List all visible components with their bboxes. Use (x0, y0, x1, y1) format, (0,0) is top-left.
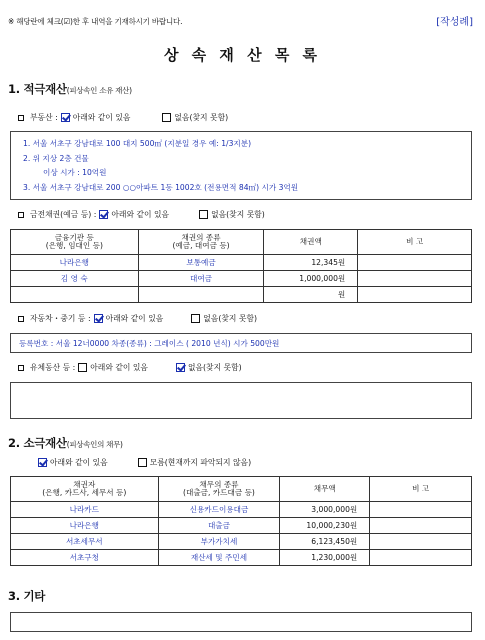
table-cell[interactable]: 대출금 (158, 518, 280, 534)
table-cell[interactable]: 나라카드 (11, 502, 159, 518)
real-estate-line: 3. 서울 서초구 강남대로 200 ○○아파트 1동 1002호 (전용면적 84㎡) 시가 3억원 (23, 183, 299, 192)
debts-table (10, 476, 472, 566)
other-assets-yes-checkbox[interactable] (78, 363, 87, 372)
claims-yes-checkbox[interactable] (99, 210, 108, 219)
table-cell[interactable]: 대여금 (138, 271, 264, 287)
debts-yes-checkbox[interactable] (38, 458, 47, 467)
debts-yes-label: 아래와 같이 있음 (50, 458, 108, 467)
real-estate-row (18, 112, 228, 123)
table-cell[interactable]: 나라은행 (11, 255, 139, 271)
bullet-square-icon (18, 365, 24, 371)
table-row (11, 518, 472, 534)
table-cell[interactable]: 6,123,450원 (280, 534, 370, 550)
table-cell[interactable] (370, 550, 472, 566)
table-cell[interactable] (370, 518, 472, 534)
vehicle-detail-box[interactable] (10, 333, 472, 353)
vehicle-label: 자동차・중기 등 : (30, 314, 91, 323)
claims-header-cell: 채권액 (264, 230, 358, 255)
vehicle-detail-line: 등록번호 : 서울 12너0000 차종(종류) : 그레이스 ( 2010 년식) 시가 500만원 (19, 339, 280, 348)
real-estate-yes-checkbox[interactable] (61, 113, 70, 122)
debts-header-cell: 채무액 (280, 477, 370, 502)
claims-label: 금전채권(예금 등) : (30, 210, 97, 219)
table-row (11, 287, 472, 303)
debts-no-checkbox[interactable] (138, 458, 147, 467)
table-cell[interactable]: 10,000,230원 (280, 518, 370, 534)
table-cell[interactable]: 서초세무서 (11, 534, 159, 550)
vehicle-no-label: 없음(찾지 못함) (203, 314, 258, 323)
example-tag: [작성례] (436, 17, 473, 28)
table-cell[interactable] (358, 287, 472, 303)
bullet-square-icon (18, 115, 24, 121)
table-cell[interactable]: 1,000,000원 (264, 271, 358, 287)
table-cell[interactable]: 나라은행 (11, 518, 159, 534)
claims-header-row (11, 230, 472, 255)
real-estate-line: 1. 서울 서초구 강남대로 100 대지 500㎡ (지분일 경우 예: 1/3지분) (23, 139, 252, 148)
table-cell[interactable] (358, 271, 472, 287)
table-row (11, 534, 472, 550)
real-estate-no-checkbox[interactable] (162, 113, 171, 122)
table-cell[interactable]: 김 영 숙 (11, 271, 139, 287)
table-cell[interactable]: 보통예금 (138, 255, 264, 271)
claims-header-cell: 채권의 종류 (예금, 대여금 등) (138, 230, 264, 255)
section2-heading (8, 435, 123, 451)
debts-row (38, 457, 251, 468)
other-assets-label: 유체동산 등 : (30, 363, 76, 372)
other-assets-detail-box[interactable] (10, 382, 472, 419)
vehicle-yes-checkbox[interactable] (94, 314, 103, 323)
debts-header-cell: 비 고 (370, 477, 472, 502)
section1-heading (8, 81, 132, 97)
claims-header-cell: 비 고 (358, 230, 472, 255)
claims-header-cell: 금융기관 등 (은행, 임대인 등) (11, 230, 139, 255)
real-estate-line: 이상 시가 : 10억원 (43, 168, 107, 177)
instruction-note: ※ 해당란에 체크(☑)한 후 내역을 기재하시기 바랍니다. (8, 17, 183, 26)
table-row (11, 550, 472, 566)
claims-yes-label: 아래와 같이 있음 (111, 210, 170, 219)
section2-title: 2. 소극재산 (8, 436, 67, 450)
real-estate-no-label: 없음(찾지 못함) (174, 113, 229, 122)
bullet-square-icon (18, 316, 24, 322)
other-assets-yes-label: 아래와 같이 있음 (90, 363, 148, 372)
section3-title: 3. 기타 (8, 589, 46, 603)
table-cell[interactable]: 3,000,000원 (280, 502, 370, 518)
table-cell[interactable]: 신용카드이용대금 (158, 502, 280, 518)
debts-header-row (11, 477, 472, 502)
section1-subtitle: (피상속인 소유 재산) (66, 86, 132, 95)
table-cell[interactable]: 12,345원 (264, 255, 358, 271)
real-estate-line: 2. 위 지상 2층 건물 (23, 154, 89, 163)
table-cell[interactable] (138, 287, 264, 303)
section2-subtitle: (피상속인의 채무) (66, 440, 123, 449)
vehicle-yes-label: 아래와 같이 있음 (105, 314, 164, 323)
real-estate-label: 부동산 : (30, 113, 58, 122)
table-cell[interactable]: 1,230,000원 (280, 550, 370, 566)
vehicle-row (18, 313, 257, 324)
section1-title: 1. 적극재산 (8, 82, 67, 96)
table-cell[interactable]: 원 (264, 287, 358, 303)
table-cell[interactable] (370, 502, 472, 518)
claims-table (10, 229, 472, 303)
page-title: 상 속 재 산 목 록 (163, 46, 322, 64)
table-cell[interactable]: 재산세 및 주민세 (158, 550, 280, 566)
other-assets-no-label: 없음(찾지 못함) (187, 363, 242, 372)
bullet-square-icon (18, 212, 24, 218)
table-cell[interactable] (11, 287, 139, 303)
claims-no-label: 없음(찾지 못함) (211, 210, 265, 219)
vehicle-no-checkbox[interactable] (191, 314, 200, 323)
claims-no-checkbox[interactable] (199, 210, 208, 219)
real-estate-yes-label: 아래와 같이 있음 (72, 113, 131, 122)
table-cell[interactable] (358, 255, 472, 271)
other-assets-no-checkbox[interactable] (176, 363, 185, 372)
real-estate-detail-box[interactable] (10, 131, 472, 200)
other-detail-box[interactable] (10, 612, 472, 632)
table-cell[interactable]: 서초구청 (11, 550, 159, 566)
table-row (11, 271, 472, 287)
table-row (11, 502, 472, 518)
debts-header-cell: 채무의 종류 (대출금, 카드대금 등) (158, 477, 280, 502)
other-assets-row (18, 362, 242, 373)
claims-row (18, 209, 265, 220)
debts-header-cell: 채권자 (은행, 카드사, 세무서 등) (11, 477, 159, 502)
table-cell[interactable] (370, 534, 472, 550)
table-cell[interactable]: 부가가치세 (158, 534, 280, 550)
debts-no-label: 모름(현재까지 파악되지 않음) (149, 458, 252, 467)
table-row (11, 255, 472, 271)
